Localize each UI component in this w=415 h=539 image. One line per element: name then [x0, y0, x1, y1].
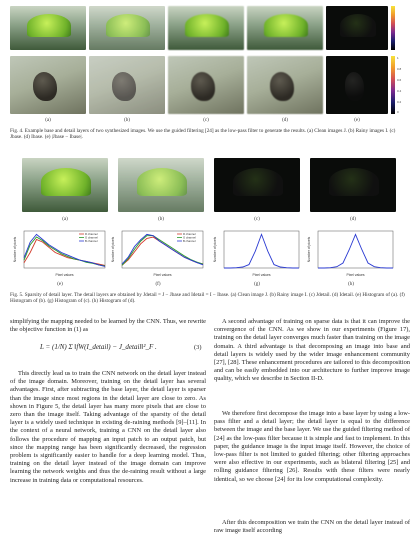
- fig5-sublabel: (e): [57, 282, 63, 287]
- fig4-rainy-base-bird-image: [247, 56, 323, 114]
- left-intro-paragraph: simplifying the mapping needed to be learned by the CNN. Thus, we rewrite the objective function in (1) as: [10, 318, 206, 334]
- plot-frame: [224, 231, 299, 268]
- fig5-sublabel: (b): [158, 217, 164, 222]
- fig5-sublabel: (d): [350, 217, 356, 222]
- fig4-colorbar-bottom: [391, 56, 395, 114]
- fig5-sublabel: (h): [348, 282, 354, 287]
- legend-label: R channel: [85, 232, 98, 236]
- legend-label: R channel: [183, 232, 196, 236]
- histogram-e: [12, 228, 108, 278]
- legend-label: B channel: [183, 239, 196, 243]
- fig4-sublabel: (c): [203, 118, 209, 123]
- fig5-clean-image: [22, 158, 108, 212]
- histogram-f: [110, 228, 206, 278]
- equation-number: (3): [194, 344, 202, 351]
- colorbar-tick: 0.6: [397, 78, 402, 82]
- fig4-clean-bird-image: [10, 56, 86, 114]
- colorbar-tick: 0.8: [397, 67, 402, 71]
- fig5-sublabel: (a): [62, 217, 68, 222]
- colorbar-tick: 1: [397, 56, 399, 60]
- fig5-sublabel: (c): [254, 217, 260, 222]
- fig5-rainy-detail-image: [310, 158, 396, 212]
- y-axis-label: Number of pixels: [213, 236, 217, 263]
- objective-equation: L = (1/N) Σ ‖fW(I_detail) − J_detail‖²_F .: [40, 343, 157, 351]
- legend-label: B channel: [85, 239, 98, 243]
- fig4-clean-umbrella-image: [10, 6, 86, 50]
- fig4-rainy-umbrella-image: [89, 6, 165, 50]
- colorbar-tick: 0.2: [397, 100, 402, 104]
- x-axis-label: Pixel values: [252, 273, 271, 277]
- histogram-h: [306, 228, 396, 278]
- fig5-sublabel: (g): [254, 282, 260, 287]
- right-paragraph-2: We therefore first decompose the image into a base layer by using a low-pass filter and a detail layer; the detail layer is equal to the difference between the image and the base layer. We use the guided filtering method of [24] as the low-pass filter because it is simple and fast to implement. In this paper, the guidance image is the input image itself. However, the choice of low-pass filter is not limited to guided filtering; other filtering approaches were also effective in our experiments, such as bilateral filtering [25] and rolling guidance filtering [26]. Results with these filters were nearly identical, so we choose [24] for its low computational complexity.: [214, 410, 410, 483]
- fig4-sublabel: (e): [354, 118, 360, 123]
- x-axis-label: Pixel values: [346, 273, 365, 277]
- fig4-base-difference-umbrella-image: [326, 6, 388, 50]
- fig4-sublabel: (d): [282, 118, 288, 123]
- y-axis-label: Number of pixels: [13, 236, 17, 263]
- fig4-sublabel: (b): [124, 118, 130, 123]
- y-axis-label: Number of pixels: [307, 236, 311, 263]
- fig4-rainy-bird-image: [89, 56, 165, 114]
- x-axis-label: Pixel values: [55, 273, 74, 277]
- fig4-clean-base-bird-image: [168, 56, 244, 114]
- fig4-sublabel: (a): [45, 118, 51, 123]
- x-axis-label: Pixel values: [153, 273, 172, 277]
- right-paragraph-3: After this decomposition we train the CNN on the detail layer instead of raw image itself according: [214, 519, 410, 535]
- fig5-caption: Fig. 5. Sparsity of detail layer. The detail layers are obtained by Jdetail = J − Jbase and Idetail = I − Ibase. (a) Clean image J. (b) Rainy image I. (c) Jdetail. (d) Idetail. (e) Histogram of (a). (f) Histogram of (b). (g) Histogram of (c). (h) Histogram of (d).: [10, 292, 405, 305]
- fig5-clean-detail-image: [214, 158, 300, 212]
- fig4-clean-base-umbrella-image: [168, 6, 244, 50]
- left-main-paragraph: This directly lead us to train the CNN network on the detail layer instead of the image domain. Moreover, training on the detail layer has several advantages. First, after subtracting the base layer, the detail layer is sparser than the image since most regions in the detail layer are close to zero. As shown in Figure 5, the detail layer has many more pixels that are close to zero than the image itself. Taking advantage of the sparsity of the detail layer is a widely used technique in existing de-raining methods [9]–[11]. In the context of a neural network, training a CNN on the detail layer also follows the procedure of mapping an input patch to an output patch, but since the mapping range has been significantly decreased, the regression problem is significantly easier to handle for a deep learning model. Thus, training on the detail layer instead of the image domain can improve learning the network weights and thus the de-raining result without a large increase in training data or computational resources.: [10, 370, 206, 484]
- legend-label: G channel: [85, 235, 98, 240]
- y-axis-label: Number of pixels: [111, 236, 115, 263]
- colorbar-tick: 0: [397, 110, 399, 114]
- right-paragraph-1: A second advantage of training on sparse data is that it can improve the convergence of the CNN. As we show in our experiments (Figure 17), training on the detail layer converges much faster than training on the image domain. A third advantage is that decomposing an image into base and detail layers is widely used by the wider image enhancement community [27], [28]. These enhancement procedures are tailored to this decomposition and can be easily embedded into our architecture to further improve image quality, which we describe in Section II-D.: [214, 318, 410, 383]
- fig4-base-difference-bird-image: [326, 56, 388, 114]
- fig4-colorbar-top: [391, 6, 395, 50]
- fig4-rainy-base-umbrella-image: [247, 6, 323, 50]
- fig5-sublabel: (f): [155, 282, 161, 287]
- histogram-g: [212, 228, 302, 278]
- legend-label: G channel: [183, 235, 196, 240]
- fig4-caption: Fig. 4. Example base and detail layers of two synthesized images. We use the guided filtering [24] as the low-pass filter to generate the results. (a) Clean images J. (b) Rainy images I. (c) Jbase. (d) Ibase. (e) |Jbase − Ibase|.: [10, 128, 396, 141]
- fig5-rainy-image: [118, 158, 204, 212]
- colorbar-tick: 0.4: [397, 89, 402, 93]
- plot-frame: [318, 231, 393, 268]
